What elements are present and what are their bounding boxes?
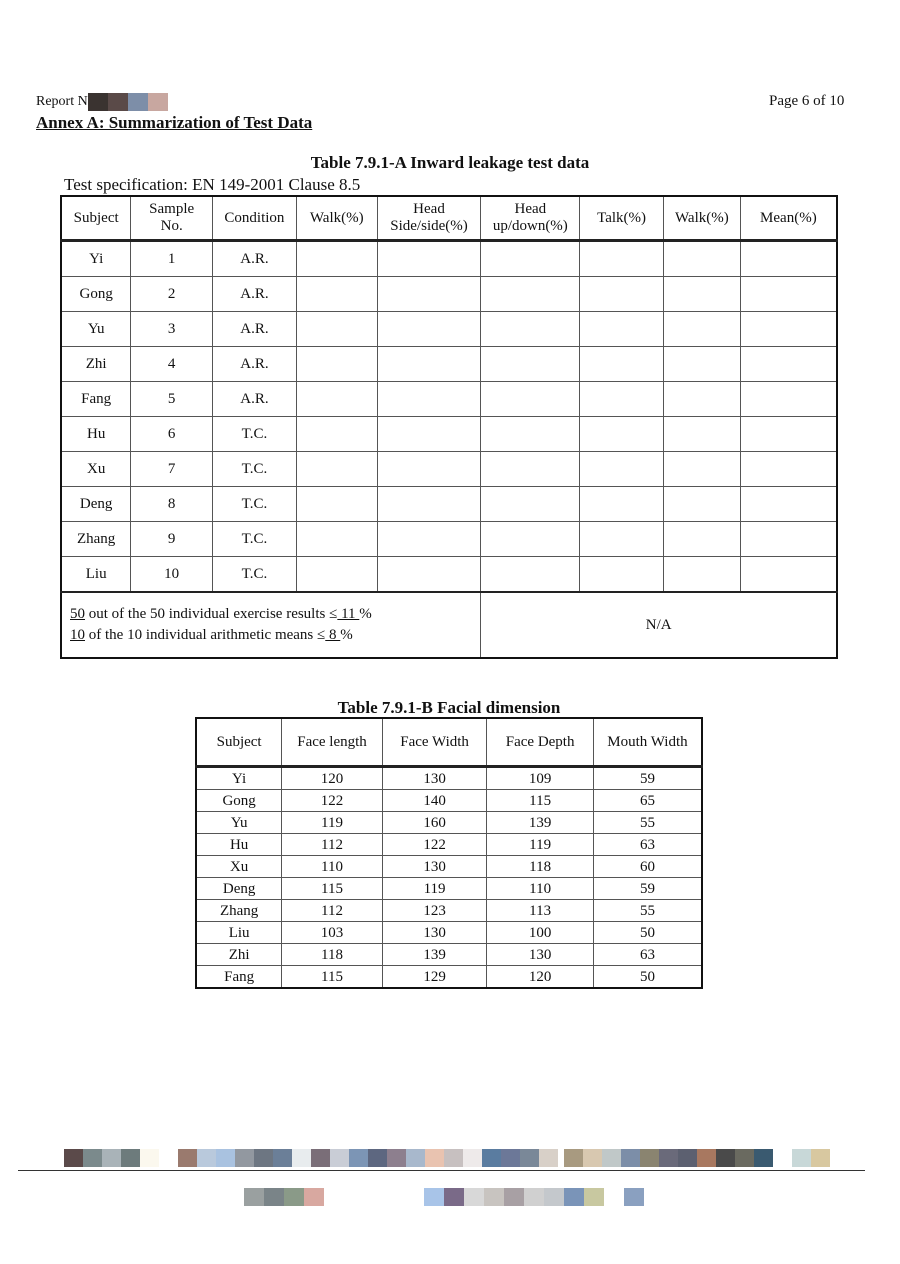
measurement-cell: 115 bbox=[487, 790, 594, 812]
measurement-cell: 60 bbox=[593, 856, 702, 878]
summary-result: N/A bbox=[481, 592, 837, 658]
sample-number-cell: 9 bbox=[131, 522, 213, 557]
redaction-block bbox=[102, 1149, 121, 1167]
empty-result-cell bbox=[740, 382, 837, 417]
condition-cell: A.R. bbox=[213, 277, 297, 312]
measurement-cell: 63 bbox=[593, 944, 702, 966]
subject-cell: Zhi bbox=[196, 944, 282, 966]
condition-cell: T.C. bbox=[213, 487, 297, 522]
empty-result-cell bbox=[580, 557, 664, 593]
sample-number-cell: 2 bbox=[131, 277, 213, 312]
condition-cell: T.C. bbox=[213, 522, 297, 557]
redaction-block bbox=[159, 1149, 178, 1167]
table-row bbox=[196, 790, 702, 812]
redaction-block bbox=[678, 1149, 697, 1167]
table-a-column-header bbox=[740, 196, 837, 241]
report-number-label: Report N bbox=[36, 94, 88, 109]
table-b-column-header: Mouth Width bbox=[593, 718, 702, 767]
table-b-column-header: Face Depth bbox=[487, 718, 594, 767]
column-header-line: Side/side(%) bbox=[390, 218, 468, 234]
report-number-redaction bbox=[88, 93, 168, 111]
measurement-cell: 103 bbox=[282, 922, 383, 944]
redaction-block bbox=[564, 1188, 584, 1206]
empty-result-cell bbox=[580, 312, 664, 347]
condition-cell: T.C. bbox=[213, 417, 297, 452]
redaction-block bbox=[292, 1149, 311, 1167]
column-header-line: Subject bbox=[73, 209, 119, 226]
empty-result-cell bbox=[740, 241, 837, 277]
redaction-block bbox=[621, 1149, 640, 1167]
redaction-block bbox=[330, 1149, 349, 1167]
footer-redaction bbox=[244, 1188, 324, 1206]
table-row bbox=[196, 834, 702, 856]
table-row bbox=[196, 767, 702, 790]
redaction-block bbox=[148, 93, 168, 111]
table-row bbox=[196, 900, 702, 922]
empty-result-cell bbox=[377, 452, 481, 487]
redaction-block bbox=[520, 1149, 539, 1167]
empty-result-cell bbox=[377, 347, 481, 382]
redaction-block bbox=[811, 1149, 830, 1167]
redaction-block bbox=[716, 1149, 735, 1167]
means-limit: 8 bbox=[325, 627, 341, 643]
empty-result-cell bbox=[663, 347, 740, 382]
measurement-cell: 113 bbox=[487, 900, 594, 922]
subject-cell: Yu bbox=[196, 812, 282, 834]
redaction-block bbox=[624, 1188, 644, 1206]
empty-result-cell bbox=[580, 382, 664, 417]
measurement-cell: 110 bbox=[282, 856, 383, 878]
table-row bbox=[61, 417, 837, 452]
subject-cell: Yi bbox=[61, 241, 131, 277]
table-a-column-header bbox=[131, 196, 213, 241]
redaction-block bbox=[406, 1149, 425, 1167]
measurement-cell: 120 bbox=[487, 966, 594, 989]
empty-result-cell bbox=[377, 382, 481, 417]
redaction-block bbox=[424, 1188, 444, 1206]
table-row bbox=[61, 382, 837, 417]
condition-cell: A.R. bbox=[213, 312, 297, 347]
subject-cell: Zhi bbox=[61, 347, 131, 382]
redaction-block bbox=[583, 1149, 602, 1167]
footer-redaction bbox=[64, 1149, 558, 1167]
empty-result-cell bbox=[296, 382, 377, 417]
sample-number-cell: 5 bbox=[131, 382, 213, 417]
subject-cell: Deng bbox=[196, 878, 282, 900]
means-count: 10 bbox=[70, 627, 85, 643]
empty-result-cell bbox=[740, 347, 837, 382]
empty-result-cell bbox=[296, 522, 377, 557]
measurement-cell: 55 bbox=[593, 900, 702, 922]
table-row bbox=[196, 812, 702, 834]
table-a-column-header bbox=[663, 196, 740, 241]
measurement-cell: 120 bbox=[282, 767, 383, 790]
table-a-title: Table 7.9.1-A Inward leakage test data bbox=[310, 153, 590, 172]
sample-number-cell: 4 bbox=[131, 347, 213, 382]
condition-cell: A.R. bbox=[213, 347, 297, 382]
footer-redaction bbox=[564, 1149, 830, 1167]
measurement-cell: 122 bbox=[382, 834, 487, 856]
empty-result-cell bbox=[481, 452, 580, 487]
empty-result-cell bbox=[580, 347, 664, 382]
subject-cell: Fang bbox=[61, 382, 131, 417]
measurement-cell: 118 bbox=[487, 856, 594, 878]
empty-result-cell bbox=[481, 241, 580, 277]
table-row bbox=[61, 487, 837, 522]
empty-result-cell bbox=[663, 382, 740, 417]
measurement-cell: 140 bbox=[382, 790, 487, 812]
arithmetic-means-criterion bbox=[70, 625, 480, 646]
measurement-cell: 123 bbox=[382, 900, 487, 922]
condition-cell: A.R. bbox=[213, 241, 297, 277]
subject-cell: Deng bbox=[61, 487, 131, 522]
exercise-count: 50 bbox=[70, 606, 85, 622]
table-row bbox=[196, 878, 702, 900]
redaction-block bbox=[539, 1149, 558, 1167]
condition-cell: T.C. bbox=[213, 557, 297, 593]
redaction-block bbox=[197, 1149, 216, 1167]
empty-result-cell bbox=[481, 277, 580, 312]
empty-result-cell bbox=[296, 557, 377, 593]
subject-cell: Xu bbox=[61, 452, 131, 487]
redaction-block bbox=[254, 1149, 273, 1167]
redaction-block bbox=[425, 1149, 444, 1167]
redaction-block bbox=[88, 93, 108, 111]
empty-result-cell bbox=[377, 241, 481, 277]
measurement-cell: 139 bbox=[382, 944, 487, 966]
table-a-column-header bbox=[580, 196, 664, 241]
table-b-title: Table 7.9.1-B Facial dimension bbox=[337, 698, 561, 717]
redaction-block bbox=[264, 1188, 284, 1206]
redaction-block bbox=[584, 1188, 604, 1206]
redaction-block bbox=[754, 1149, 773, 1167]
empty-result-cell bbox=[377, 487, 481, 522]
empty-result-cell bbox=[740, 277, 837, 312]
empty-result-cell bbox=[296, 417, 377, 452]
table-row bbox=[196, 966, 702, 989]
measurement-cell: 139 bbox=[487, 812, 594, 834]
page-number: Page 6 of 10 bbox=[769, 93, 845, 109]
empty-result-cell bbox=[663, 312, 740, 347]
empty-result-cell bbox=[481, 417, 580, 452]
table-a-column-header bbox=[377, 196, 481, 241]
empty-result-cell bbox=[377, 417, 481, 452]
redaction-block bbox=[121, 1149, 140, 1167]
subject-cell: Xu bbox=[196, 856, 282, 878]
redaction-block bbox=[544, 1188, 564, 1206]
sample-number-cell: 6 bbox=[131, 417, 213, 452]
table-a-column-header bbox=[213, 196, 297, 241]
empty-result-cell bbox=[481, 487, 580, 522]
means-operator: ≤ bbox=[317, 627, 326, 643]
redaction-block bbox=[773, 1149, 792, 1167]
redaction-block bbox=[128, 93, 148, 111]
sample-number-cell: 1 bbox=[131, 241, 213, 277]
empty-result-cell bbox=[663, 417, 740, 452]
table-a-summary-row bbox=[61, 592, 837, 658]
means-unit: % bbox=[340, 627, 353, 643]
empty-result-cell bbox=[296, 347, 377, 382]
redaction-block bbox=[524, 1188, 544, 1206]
redaction-block bbox=[482, 1149, 501, 1167]
table-row bbox=[196, 944, 702, 966]
empty-result-cell bbox=[663, 452, 740, 487]
condition-cell: A.R. bbox=[213, 382, 297, 417]
column-header-line: No. bbox=[160, 218, 183, 234]
table-a-column-header bbox=[296, 196, 377, 241]
redaction-block bbox=[304, 1188, 324, 1206]
table-b-column-header: Face length bbox=[282, 718, 383, 767]
empty-result-cell bbox=[580, 487, 664, 522]
subject-cell: Zhang bbox=[196, 900, 282, 922]
measurement-cell: 160 bbox=[382, 812, 487, 834]
subject-cell: Gong bbox=[61, 277, 131, 312]
measurement-cell: 100 bbox=[487, 922, 594, 944]
condition-cell: T.C. bbox=[213, 452, 297, 487]
column-header-line: Mean(%) bbox=[760, 209, 817, 226]
subject-cell: Yi bbox=[196, 767, 282, 790]
inward-leakage-table bbox=[60, 195, 838, 659]
redaction-block bbox=[83, 1149, 102, 1167]
redaction-block bbox=[463, 1149, 482, 1167]
empty-result-cell bbox=[580, 241, 664, 277]
table-a-column-header bbox=[481, 196, 580, 241]
redaction-block bbox=[604, 1188, 624, 1206]
report-number bbox=[36, 93, 168, 111]
column-header-line: Head bbox=[413, 201, 445, 217]
empty-result-cell bbox=[377, 277, 481, 312]
exercise-criterion-text: out of the 50 individual exercise results bbox=[85, 606, 330, 622]
redaction-block bbox=[64, 1149, 83, 1167]
exercise-results-criterion bbox=[70, 604, 480, 625]
empty-result-cell bbox=[481, 312, 580, 347]
table-a-column-header bbox=[61, 196, 131, 241]
measurement-cell: 110 bbox=[487, 878, 594, 900]
empty-result-cell bbox=[481, 557, 580, 593]
table-row bbox=[61, 312, 837, 347]
sample-number-cell: 3 bbox=[131, 312, 213, 347]
redaction-block bbox=[235, 1149, 254, 1167]
means-criterion-text: of the 10 individual arithmetic means bbox=[85, 627, 318, 643]
redaction-block bbox=[387, 1149, 406, 1167]
empty-result-cell bbox=[740, 312, 837, 347]
redaction-block bbox=[284, 1188, 304, 1206]
empty-result-cell bbox=[377, 312, 481, 347]
table-row bbox=[61, 452, 837, 487]
exercise-limit: 11 bbox=[337, 606, 360, 622]
measurement-cell: 130 bbox=[487, 944, 594, 966]
redaction-block bbox=[697, 1149, 716, 1167]
subject-cell: Fang bbox=[196, 966, 282, 989]
redaction-block bbox=[244, 1188, 264, 1206]
empty-result-cell bbox=[740, 557, 837, 593]
empty-result-cell bbox=[296, 241, 377, 277]
acceptance-criteria bbox=[61, 592, 481, 658]
test-specification: Test specification: EN 149-2001 Clause 8.5 bbox=[64, 175, 361, 194]
table-b-column-header: Subject bbox=[196, 718, 282, 767]
measurement-cell: 109 bbox=[487, 767, 594, 790]
facial-dimension-table bbox=[195, 717, 703, 989]
empty-result-cell bbox=[663, 277, 740, 312]
measurement-cell: 115 bbox=[282, 966, 383, 989]
table-row bbox=[61, 347, 837, 382]
footer-redaction bbox=[424, 1188, 644, 1206]
empty-result-cell bbox=[580, 277, 664, 312]
redaction-block bbox=[484, 1188, 504, 1206]
measurement-cell: 63 bbox=[593, 834, 702, 856]
table-row bbox=[196, 922, 702, 944]
redaction-block bbox=[602, 1149, 621, 1167]
measurement-cell: 119 bbox=[382, 878, 487, 900]
measurement-cell: 118 bbox=[282, 944, 383, 966]
table-row bbox=[61, 522, 837, 557]
measurement-cell: 115 bbox=[282, 878, 383, 900]
measurement-cell: 50 bbox=[593, 922, 702, 944]
column-header-line: Walk(%) bbox=[674, 209, 729, 226]
empty-result-cell bbox=[481, 347, 580, 382]
column-header-line: Condition bbox=[224, 209, 285, 226]
table-row bbox=[196, 856, 702, 878]
empty-result-cell bbox=[296, 312, 377, 347]
exercise-unit: % bbox=[359, 606, 372, 622]
empty-result-cell bbox=[740, 522, 837, 557]
redaction-block bbox=[273, 1149, 292, 1167]
measurement-cell: 130 bbox=[382, 922, 487, 944]
subject-cell: Hu bbox=[61, 417, 131, 452]
redaction-block bbox=[464, 1188, 484, 1206]
table-a-header-row bbox=[61, 196, 837, 241]
redaction-block bbox=[504, 1188, 524, 1206]
subject-cell: Hu bbox=[196, 834, 282, 856]
redaction-block bbox=[501, 1149, 520, 1167]
redaction-block bbox=[444, 1149, 463, 1167]
redaction-block bbox=[178, 1149, 197, 1167]
redaction-block bbox=[640, 1149, 659, 1167]
redaction-block bbox=[140, 1149, 159, 1167]
sample-number-cell: 10 bbox=[131, 557, 213, 593]
table-row bbox=[61, 277, 837, 312]
empty-result-cell bbox=[481, 382, 580, 417]
empty-result-cell bbox=[296, 277, 377, 312]
empty-result-cell bbox=[580, 522, 664, 557]
empty-result-cell bbox=[296, 452, 377, 487]
column-header-line: Walk(%) bbox=[309, 209, 364, 226]
subject-cell: Gong bbox=[196, 790, 282, 812]
table-b-header-row bbox=[196, 718, 702, 767]
measurement-cell: 112 bbox=[282, 834, 383, 856]
redaction-block bbox=[216, 1149, 235, 1167]
table-row bbox=[61, 241, 837, 277]
table-row bbox=[61, 557, 837, 593]
sample-number-cell: 8 bbox=[131, 487, 213, 522]
measurement-cell: 65 bbox=[593, 790, 702, 812]
annex-title: Annex A: Summarization of Test Data bbox=[36, 113, 313, 132]
measurement-cell: 59 bbox=[593, 878, 702, 900]
redaction-block bbox=[311, 1149, 330, 1167]
measurement-cell: 119 bbox=[282, 812, 383, 834]
redaction-block bbox=[792, 1149, 811, 1167]
sample-number-cell: 7 bbox=[131, 452, 213, 487]
empty-result-cell bbox=[663, 557, 740, 593]
subject-cell: Liu bbox=[196, 922, 282, 944]
measurement-cell: 50 bbox=[593, 966, 702, 989]
redaction-block bbox=[444, 1188, 464, 1206]
empty-result-cell bbox=[580, 452, 664, 487]
redaction-block bbox=[659, 1149, 678, 1167]
column-header-line: Sample bbox=[149, 201, 195, 217]
measurement-cell: 130 bbox=[382, 767, 487, 790]
measurement-cell: 129 bbox=[382, 966, 487, 989]
empty-result-cell bbox=[377, 557, 481, 593]
measurement-cell: 122 bbox=[282, 790, 383, 812]
footer-divider bbox=[18, 1170, 865, 1171]
subject-cell: Liu bbox=[61, 557, 131, 593]
column-header-line: up/down(%) bbox=[492, 218, 568, 234]
measurement-cell: 59 bbox=[593, 767, 702, 790]
measurement-cell: 130 bbox=[382, 856, 487, 878]
redaction-block bbox=[349, 1149, 368, 1167]
empty-result-cell bbox=[740, 417, 837, 452]
column-header-line: Talk(%) bbox=[597, 209, 647, 226]
redaction-block bbox=[564, 1149, 583, 1167]
empty-result-cell bbox=[740, 452, 837, 487]
empty-result-cell bbox=[663, 487, 740, 522]
subject-cell: Zhang bbox=[61, 522, 131, 557]
empty-result-cell bbox=[296, 487, 377, 522]
empty-result-cell bbox=[663, 241, 740, 277]
exercise-operator: ≤ bbox=[329, 606, 338, 622]
measurement-cell: 55 bbox=[593, 812, 702, 834]
empty-result-cell bbox=[663, 522, 740, 557]
measurement-cell: 119 bbox=[487, 834, 594, 856]
empty-result-cell bbox=[377, 522, 481, 557]
redaction-block bbox=[368, 1149, 387, 1167]
redaction-block bbox=[108, 93, 128, 111]
empty-result-cell bbox=[481, 522, 580, 557]
subject-cell: Yu bbox=[61, 312, 131, 347]
table-b-column-header: Face Width bbox=[382, 718, 487, 767]
redaction-block bbox=[735, 1149, 754, 1167]
empty-result-cell bbox=[580, 417, 664, 452]
column-header-line: Head bbox=[514, 201, 547, 217]
empty-result-cell bbox=[740, 487, 837, 522]
measurement-cell: 112 bbox=[282, 900, 383, 922]
